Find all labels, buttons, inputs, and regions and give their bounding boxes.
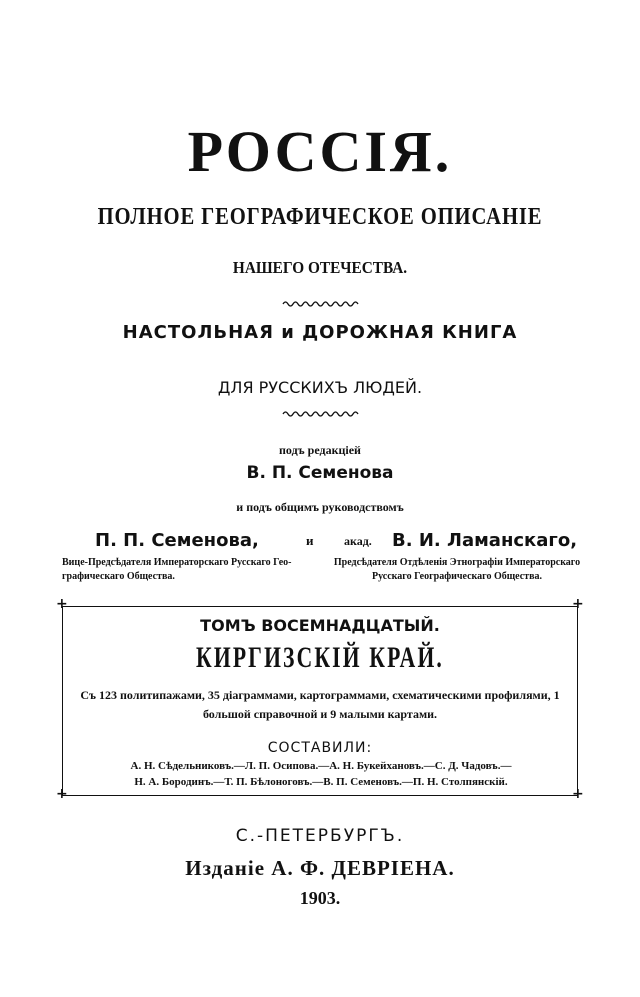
main-title: РОССІЯ. (187, 119, 453, 184)
supervisor-left-name: П. П. Семенова, (95, 530, 259, 551)
compiled-by-label: СОСТАВИЛИ: (267, 740, 373, 756)
wavy-ornament-2 (0, 409, 640, 419)
authors-line-1: А. Н. Сѣдельниковъ.—Л. П. Осипова.—А. Н. Букейхановъ.—С. Д. Чадовъ.— (130, 760, 512, 772)
academic-title: акад. (344, 534, 372, 548)
supervisor-left-description: Вице-Предсѣдателя Императорскаго Русскаго Гео- графическаго Общества. (62, 557, 292, 582)
editor-name: В. П. Семенова (246, 463, 394, 483)
authors-list (72, 758, 570, 790)
wavy-ornament-1 (0, 299, 640, 309)
publisher: Изданіе А. Ф. ДЕВРІЕНА. (185, 856, 455, 880)
frame-corner-top-left: + (56, 596, 68, 612)
frame-corner-bottom-left: + (56, 786, 68, 802)
frame-corner-bottom-right: + (572, 786, 584, 802)
subtitle-line-1: ПОЛНОЕ ГЕОГРАФИЧЕСКОЕ ОПИСАНІЕ (97, 204, 543, 230)
authors-line-2: Н. А. Бородинъ.—Т. П. Бѣлоноговъ.—В. П. Семеновъ.—П. Н. Столпянскій. (134, 776, 508, 788)
subtitle-line-2: НАШЕГО ОТЕЧЕСТВА. (232, 258, 408, 277)
editor-label: подъ редакціей (279, 443, 361, 457)
volume-title: КИРГИЗСКІЙ КРАЙ. (196, 641, 444, 674)
supervisor-right-name: В. И. Ламанскаго, (392, 530, 578, 551)
volume-number: ТОМЪ ВОСЕМНАДЦАТЫЙ. (200, 616, 440, 635)
supervisor-right-description: Предсѣдателя Отдѣленія Этнографіи Императорскаго Русскаго Географическаго Общества. (333, 557, 581, 582)
audience-line: ДЛЯ РУССКИХЪ ЛЮДЕЙ. (217, 378, 423, 397)
general-supervision-label: и подъ общимъ руководствомъ (236, 500, 404, 514)
illustrations-note: Съ 123 политипажами, 35 діаграммами, картограммами, схематическими профилями, 1 большой справочной и 9 малыми картами. (80, 688, 560, 721)
conjunction-and: и (306, 533, 314, 548)
publication-city: С.-ПЕТЕРБУРГЪ. (235, 826, 405, 846)
publication-year: 1903. (299, 888, 341, 908)
book-type: НАСТОЛЬНАЯ и ДОРОЖНАЯ КНИГА (122, 322, 518, 343)
frame-corner-top-right: + (572, 596, 584, 612)
